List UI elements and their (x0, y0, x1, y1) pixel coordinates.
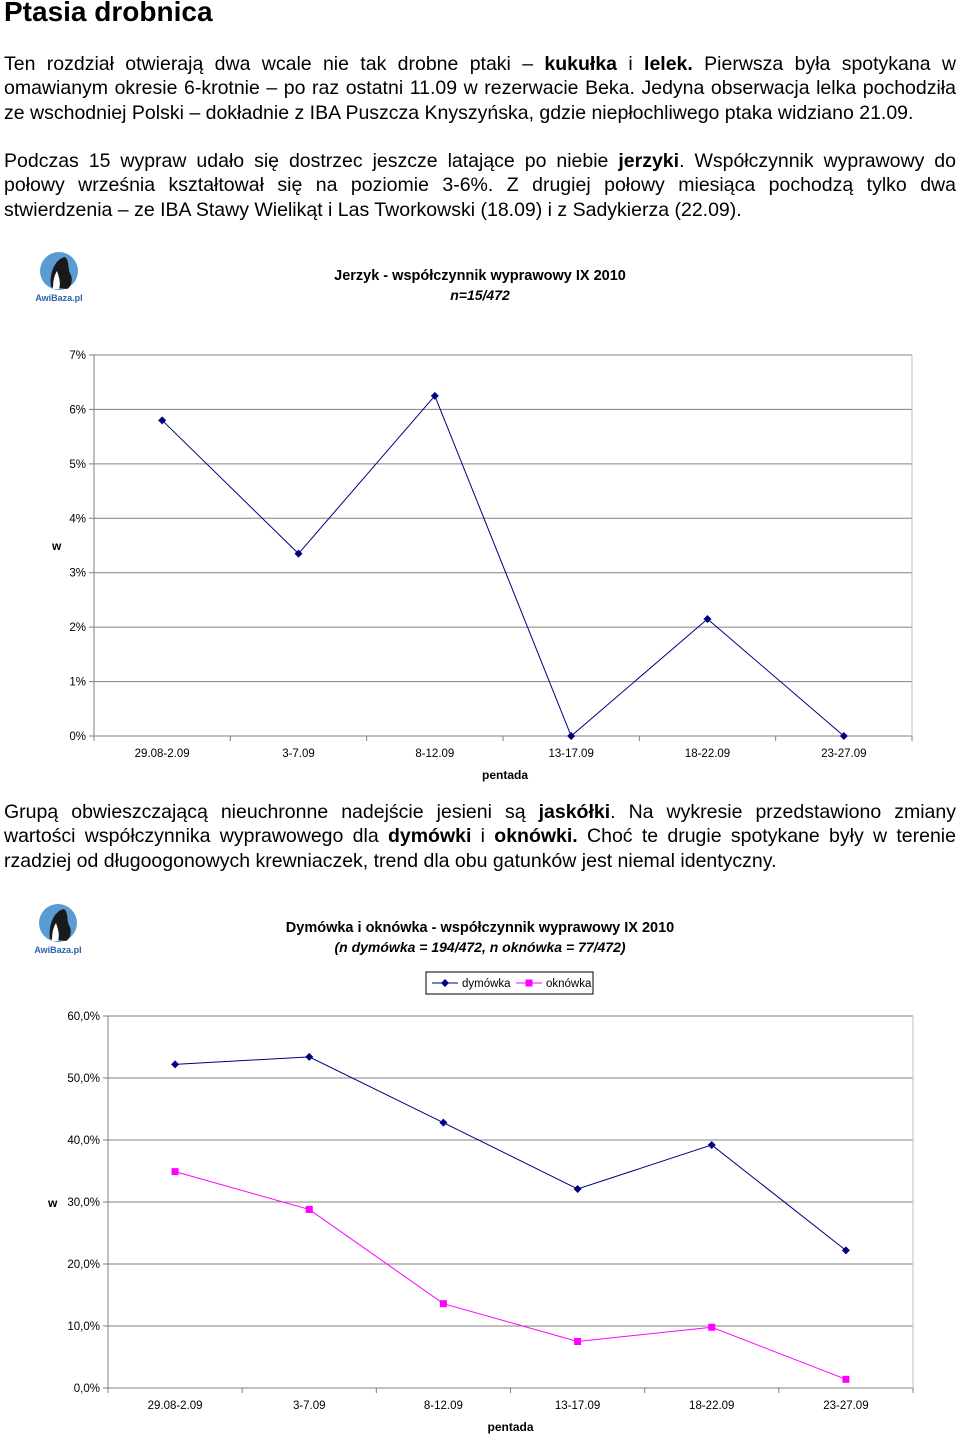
data-point (306, 1206, 313, 1213)
y-tick-label: 5% (69, 458, 86, 471)
series-line (162, 396, 844, 736)
data-point (574, 1185, 582, 1193)
y-tick-label: 6% (69, 404, 86, 417)
logo-text: AwiBaza.pl (35, 293, 83, 303)
data-point (574, 1338, 581, 1345)
bold-term: jerzyki (618, 150, 680, 172)
data-point (171, 1060, 179, 1068)
data-point (708, 1324, 715, 1331)
legend-marker (526, 980, 533, 987)
y-tick-label: 0,0% (73, 1383, 100, 1395)
y-tick-label: 30,0% (67, 1197, 100, 1209)
legend-label: dymówka (462, 978, 511, 990)
bold-term: dymówki (387, 825, 472, 848)
y-tick-label: 2% (69, 622, 86, 635)
text-run: Choć te drugie spotykane były w terenie rzadziej od długoogonowych krewniaczek, trend dla obu gatunków jest niemal identyczny. (4, 825, 956, 872)
x-tick-label: 23-27.09 (821, 748, 867, 760)
data-point (440, 1300, 447, 1307)
series-line (175, 1172, 846, 1380)
data-point (172, 1168, 179, 1175)
y-axis-label: w (52, 539, 62, 553)
text-run: . Współczynnik wyprawowy do połowy września kształtował się na poziomie 3-6%. Z drugiej połowy miesiąca pochodzą tylko dwa stwierdzenia – ze IBA Stawy Wielikąt i Las Tworkowski (18.09) i z Sadykierza (22.09). (4, 150, 957, 221)
chart-title: Dymówka i oknówka - współczynnik wyprawowy IX 2010 (285, 920, 675, 936)
y-tick-label: 60,0% (67, 1011, 100, 1023)
paragraph-swifts (4, 149, 956, 222)
bold-term: kukułka (544, 53, 618, 75)
page-title: Ptasia drobnica (4, 0, 213, 27)
y-tick-label: 7% (69, 350, 86, 362)
swift-chart (0, 245, 960, 785)
x-tick-label: 3-7.09 (282, 748, 315, 760)
chart-subtitle: n=15/472 (450, 287, 510, 303)
data-point (439, 1119, 447, 1127)
x-tick-label: 8-12.09 (423, 1400, 463, 1412)
y-tick-label: 4% (69, 513, 86, 526)
swallow-chart (0, 891, 960, 1436)
y-tick-label: 50,0% (67, 1073, 100, 1085)
chart-subtitle: (n dymówka = 194/472, n oknówka = 77/472) (334, 939, 626, 955)
x-tick-label: 3-7.09 (292, 1400, 326, 1412)
text-run: Pierwsza była spotykana w omawianym okresie 6-krotnie – po raz ostatni 11.09 w rezerwacie Beka. Jedyna obserwacja lelka pochodziła ze wschodniej Polski – dokładnie z IBA Puszcza Knyszyńska, gdzie niepłochliwego ptaka widziano 21.09. (4, 53, 957, 124)
paragraph-cuckoo-nightjar (4, 52, 956, 125)
y-tick-label: 1% (69, 676, 86, 689)
x-axis-label: pentada (481, 768, 529, 782)
x-axis-label: pentada (487, 1420, 534, 1434)
y-tick-label: 20,0% (67, 1259, 100, 1271)
data-point (842, 1376, 849, 1383)
logo-icon (34, 904, 81, 955)
y-tick-label: 0% (69, 731, 86, 743)
x-tick-label: 29.08-2.09 (134, 748, 190, 760)
y-tick-label: 10,0% (67, 1321, 100, 1333)
x-tick-label: 13-17.09 (548, 748, 594, 760)
x-tick-label: 23-27.09 (823, 1400, 869, 1412)
x-tick-label: 8-12.09 (415, 748, 455, 760)
x-tick-label: 29.08-2.09 (147, 1400, 203, 1412)
x-tick-label: 13-17.09 (554, 1400, 601, 1412)
logo-icon (35, 252, 82, 303)
bold-term: lelek. (644, 53, 693, 75)
text-run: i (471, 825, 495, 848)
series-line (175, 1057, 846, 1250)
x-tick-label: 18-22.09 (684, 748, 731, 760)
y-tick-label: 40,0% (67, 1135, 100, 1147)
data-point (305, 1053, 313, 1061)
x-tick-label: 18-22.09 (689, 1400, 735, 1412)
legend-label: oknówka (546, 978, 592, 990)
text-run: i (617, 53, 645, 75)
bold-term: jaskółki (538, 801, 611, 823)
y-axis-label: w (48, 1196, 58, 1210)
text-run: Podczas 15 wypraw udało się dostrzec jeszcze latające po niebie (4, 150, 619, 172)
y-tick-label: 3% (69, 567, 86, 580)
chart-title: Jerzyk - współczynnik wyprawowy IX 2010 (334, 268, 626, 284)
bold-term: oknówki. (494, 825, 578, 848)
text-run: Ten rozdział otwierają dwa wcale nie tak drobne ptaki – (4, 53, 545, 75)
text-run: . Na wykresie przedstawiono zmiany wartości współczynnika wyprawowego dla (4, 801, 956, 848)
paragraph-swallows (4, 800, 956, 873)
logo-text: AwiBaza.pl (34, 945, 82, 955)
text-run: Grupą obwieszczającą nieuchronne nadejście jesieni są (4, 801, 539, 823)
